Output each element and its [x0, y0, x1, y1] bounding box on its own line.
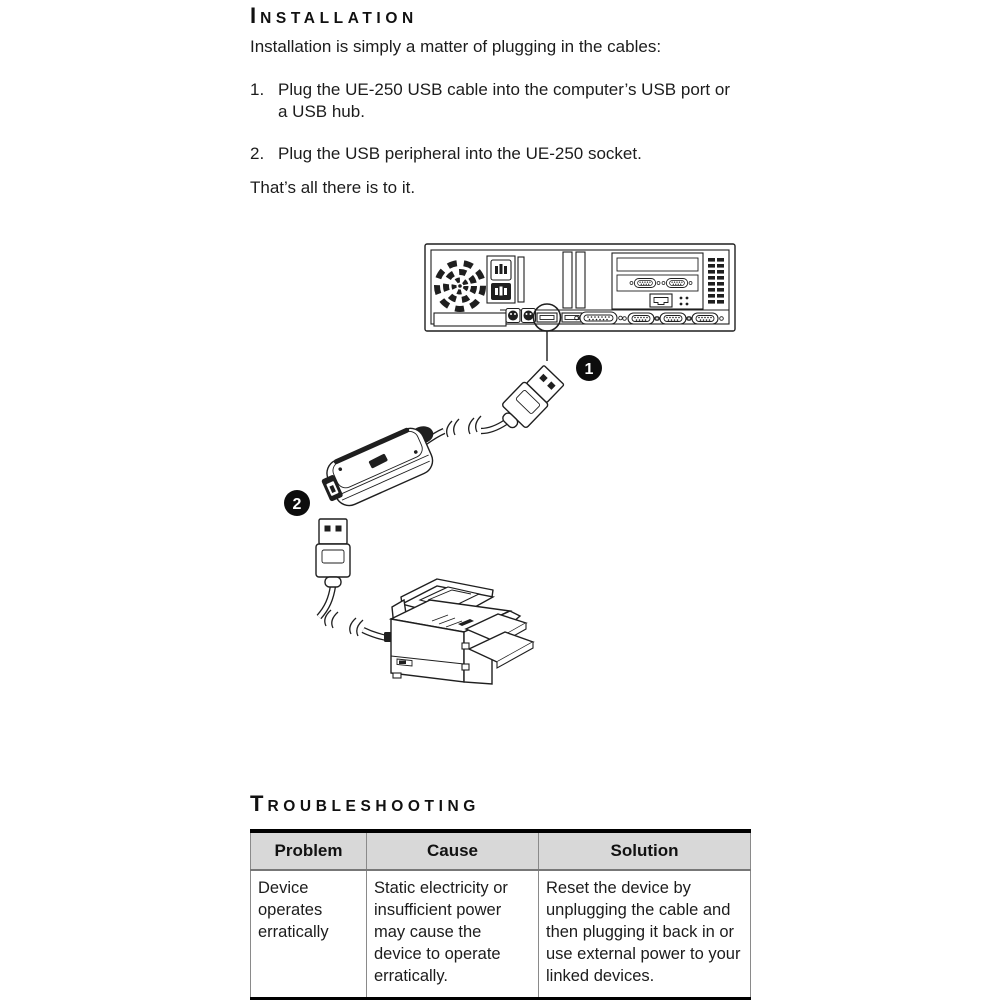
svg-text:2: 2 [292, 496, 302, 513]
power-sockets [487, 256, 515, 303]
installation-intro: Installation is simply a matter of plugging in the cables: [250, 37, 662, 56]
ue-250-adapter [316, 418, 449, 513]
callout-1-badge [576, 355, 602, 381]
usb-cable-b [319, 586, 391, 639]
cell-cause: Static electricity or insufficient power may cause the device to operate erratically. [367, 870, 539, 999]
svg-text:1: 1 [584, 361, 594, 378]
cell-solution: Reset the device by unplugging the cable and then plugging it back in or use external power to your linked devices. [539, 870, 751, 999]
usb-cable-a [424, 416, 506, 443]
step-number: 2. [250, 144, 265, 163]
troubleshooting-table [250, 829, 751, 1000]
table-header-solution: Solution [539, 831, 751, 870]
step-number: 1. [250, 80, 265, 99]
printer [384, 579, 533, 684]
parallel-port-icon [575, 312, 623, 324]
table-header-problem: Problem [251, 831, 367, 870]
panel-slot-bar [518, 257, 524, 302]
cell-problem: Device operates erratically [251, 870, 367, 999]
table-row [251, 870, 751, 999]
installation-heading: INSTALLATION [250, 3, 418, 28]
step-text: Plug the USB peripheral into the UE-250 socket. [278, 144, 642, 163]
expansion-card-area [612, 253, 703, 309]
step-text: Plug the UE-250 USB cable into the computer’s USB port or a USB hub. [278, 80, 730, 121]
installation-step-2 [250, 143, 740, 165]
usb-plug-b [316, 519, 350, 587]
ethernet-port-icon [650, 294, 672, 307]
computer-rear-panel [425, 244, 735, 361]
callout-2-badge [284, 490, 310, 516]
installation-step-1 [250, 79, 740, 123]
table-header-row [251, 831, 751, 870]
table-header-cause: Cause [367, 831, 539, 870]
installation-diagram [240, 230, 760, 690]
troubleshooting-heading: TROUBLESHOOTING [250, 791, 480, 816]
installation-outro: That’s all there is to it. [250, 178, 416, 197]
